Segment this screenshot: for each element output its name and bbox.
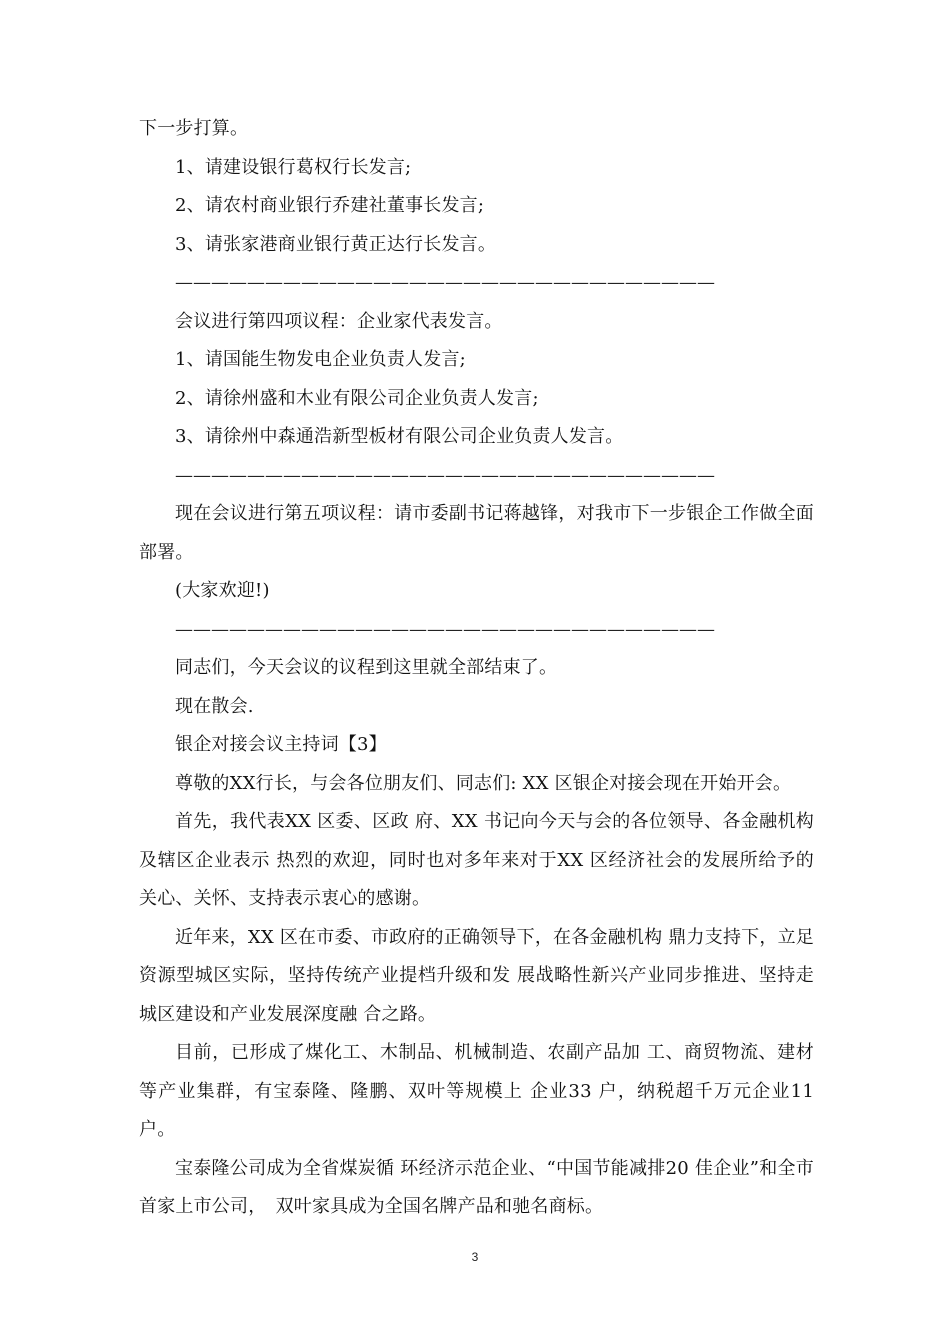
paragraph: 目前，已形成了煤化工、木制品、机械制造、农副产品加 工、商贸物流、建材等产业集群，有宝泰隆、隆鹏、双叶等规模上 企业33 户，纳税超千万元企业11 户。 <box>139 1042 814 1140</box>
paragraph: 宝泰隆公司成为全省煤炭循 环经济示范企业、“中国节能减排20 佳企业”和全市首家上市公司， 双叶家具成为全国名牌产品和驰名商标。 <box>139 1157 814 1217</box>
list-item: 2、请农村商业银行乔建社董事长发言; <box>175 195 485 216</box>
paragraph: 下一步打算。 <box>139 118 249 139</box>
list-item: 1、请国能生物发电企业负责人发言; <box>175 349 466 370</box>
paragraph: (大家欢迎!) <box>175 580 270 601</box>
paragraph: 现在会议进行第五项议程：请市委副书记蒋越锋，对我市下一步银企工作做全面部署。 <box>139 503 814 563</box>
document-body <box>139 110 814 1227</box>
paragraph: 近年来，XX 区在市委、市政府的正确领导下，在各金融机构 鼎力支持下，立足资源型城区实际，坚持传统产业提档升级和发 展战略性新兴产业同步推进、坚持走城区建设和产业发展深度融 合之路。 <box>139 926 814 1025</box>
list-item: 1、请建设银行葛权行长发言; <box>175 156 412 178</box>
paragraph: 同志们，今天会议的议程到这里就全部结束了。 <box>175 657 558 678</box>
page-number: 3 <box>471 1250 479 1264</box>
list-item: 2、请徐州盛和木业有限公司企业负责人发言; <box>175 387 539 409</box>
paragraph: 会议进行第四项议程：企业家代表发言。 <box>175 310 503 332</box>
dash-separator: —————————————————————————————— <box>175 618 715 640</box>
dash-separator: —————————————————————————————— <box>175 464 715 486</box>
paragraph: 尊敬的XX行长，与会各位朋友们、同志们: XX 区银企对接会现在开始开会。 <box>175 772 792 794</box>
list-item: 3、请徐州中森通浩新型板材有限公司企业负责人发言。 <box>175 426 624 447</box>
section-heading: 银企对接会议主持词【3】 <box>175 734 387 755</box>
paragraph: 首先，我代表XX 区委、区政 府、XX 书记向今天与会的各位领导、各金融机构及辖区企业表示 热烈的欢迎，同时也对多年来对于XX 区经济社会的发展所给予的 关心、关怀、支持表示衷心的感谢。 <box>139 811 814 909</box>
list-item: 3、请张家港商业银行黄正达行长发言。 <box>175 233 497 255</box>
paragraph: 现在散会. <box>175 695 254 717</box>
dash-separator: —————————————————————————————— <box>175 272 715 293</box>
